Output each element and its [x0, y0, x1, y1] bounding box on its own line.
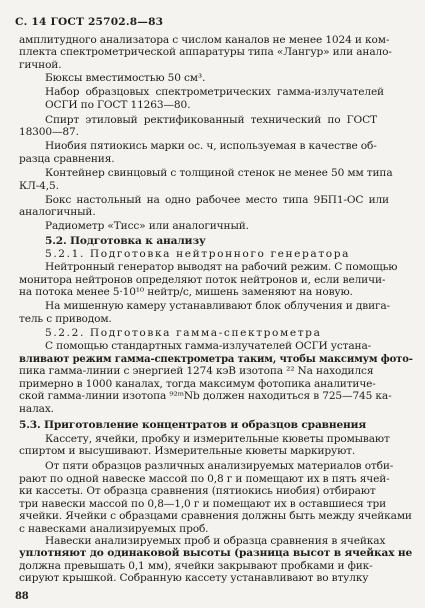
text-line: примерно в 1000 каналах, тогда максимум фотопика аналитиче- [19, 377, 376, 390]
text-line: должна превышать 0,1 мм), ячейки закрывают пробками и фик- [19, 559, 373, 572]
text-line: Набор образцовых спектрометрических гамма-излучателей [45, 86, 384, 99]
text-line: ОСГИ по ГОСТ 11263—80. [45, 98, 191, 111]
text-line: На мишенную камеру устанавливают блок облучения и двига- [45, 300, 390, 313]
text-line: три навески массой по 0,8—1,0 г и помещают их в оставшиеся три [19, 497, 387, 510]
text-line: гичной. [19, 58, 62, 71]
text-line: плекта спектрометрической аппаратуры типа «Лангур» или анало- [19, 46, 392, 59]
text-line: Радиометр «Тисс» или аналогичный. [45, 220, 249, 233]
text-line: Спирт этиловый ректификованный технический по ГОСТ [45, 113, 377, 126]
text-line: Нейтронный генератор выводят на рабочий режим. С помощью [45, 261, 398, 274]
text-line: налах. [19, 402, 54, 415]
text-line: монитора нейтронов определяют поток нейтронов и, если величи- [19, 273, 386, 286]
text-line: уплотняют до одинаковой высоты (разница высот в ячейках не [19, 547, 413, 560]
text-line: на потока менее 5·10¹⁰ нейтр/с, мишень заменяют на новую. [19, 286, 353, 299]
text-line: Кассету, ячейки, пробку и измерительные кюветы промывают [45, 432, 390, 445]
text-line: разца сравнения. [19, 152, 115, 165]
subsection-heading: 5.2.1. Подготовка нейтронного генератора [45, 247, 351, 260]
text-line: спиртом и высушивают. Измерительные кюветы маркируют. [19, 445, 356, 458]
page-header: С. 14 ГОСТ 25702.8—83 [15, 16, 164, 28]
page-number: 88 [15, 591, 29, 602]
text-line: вливают режим гамма-спектрометра таким, чтобы максимум фото- [19, 352, 413, 365]
text-line: рают по одной навеске массой по 0,8 г и помещают их в пять ячей- [19, 472, 390, 485]
text-line: тель с приводом. [19, 312, 112, 325]
text-line: пика гамма-линии с энергией 1274 кэВ изотопа ²² Na находился [19, 365, 374, 378]
text-line: Ниобия пятиокись марки ос. ч, используемая в качестве об- [45, 140, 377, 153]
text-line: КЛ-4,5. [19, 179, 59, 192]
text-line: Бюксы вместимостью 50 см³. [45, 72, 206, 84]
text-line: сируют крышкой. Собранную кассету устанавливают во втулку [19, 572, 369, 585]
text-line: Навески анализируемых проб и образца сравнения в ячейках [45, 534, 386, 547]
text-line: амплитудного анализатора с числом каналов не менее 1024 и ком- [19, 33, 390, 46]
section-heading: 5.2. Подготовка к анализу [45, 234, 206, 247]
section-heading: 5.3. Приготовление концентратов и образцов сравнения [19, 418, 367, 431]
text-line: ской гамма-линии изотопа ⁹²ᵐNb должен находиться в 725—745 ка- [19, 390, 392, 403]
text-line: Бокс настольный на одно рабочее место типа 9БП1-ОС или [45, 193, 389, 206]
text-line: ячейки. Ячейки с образцами сравнения должны быть между ячейками [19, 510, 412, 522]
text-line: С помощью стандартных гамма-излучателей ОСГИ устана- [45, 340, 372, 353]
text-line: Контейнер свинцовый с толщиной стенок не менее 50 мм типа [45, 167, 393, 180]
subsection-heading: 5.2.2. Подготовка гамма-спектрометра [45, 327, 322, 339]
text-line: 18300—87. [19, 126, 79, 139]
text-line: ки кассеты. От образца сравнения (пятиокись ниобия) отбирают [19, 485, 376, 498]
text-line: От пяти образцов различных анализируемых материалов отби- [45, 460, 394, 473]
text-line: с навесками анализируемых проб. [19, 522, 209, 535]
text-line: аналогичный. [19, 206, 96, 219]
